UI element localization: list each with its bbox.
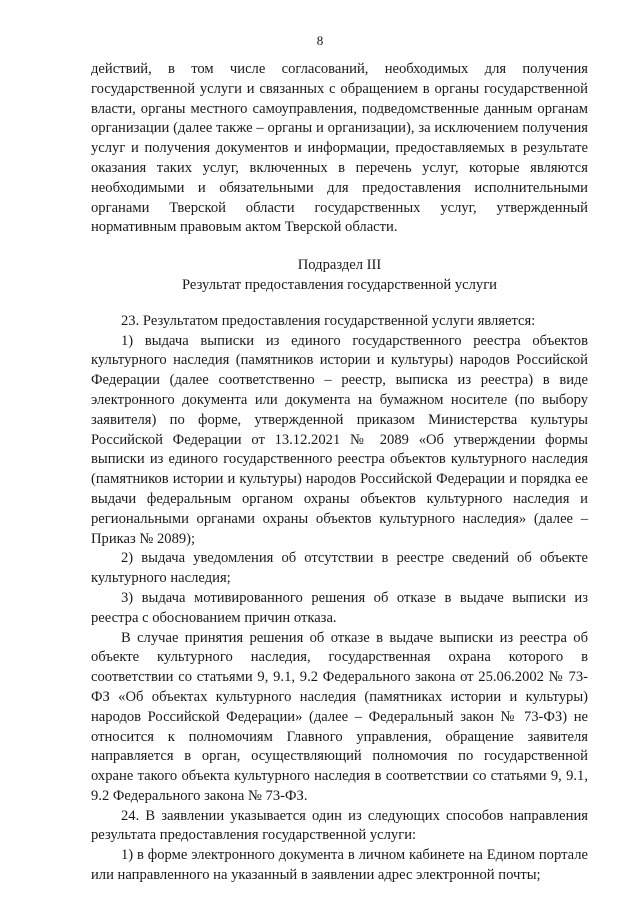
paragraph-23-item-3: 3) выдача мотивированного решения об отказе в выдаче выписки из реестра с обоснованием причин отказа. — [91, 589, 588, 626]
paragraph-continuation: действий, в том числе согласований, необходимых для получения государственной услуги и связанных с обращением в органы государственной власти, органы местного самоуправления, подведомственные данным органам организации (далее также – органы и организации), за исключением получения услуг и получения документов и информации, предоставляемых в результате оказания таких услуг, включенных в перечень услуг, которые являются необходимыми и обязательными для предоставления исполнительными органами Тверской области государственных услуг, утвержденный нормативным правовым актом Тверской области. — [91, 61, 588, 236]
document-body — [91, 60, 588, 886]
paragraph-23-item-1: 1) выдача выписки из единого государственного реестра объектов культурного наследия (памятников истории и культуры) народов Российской Федерации (далее соответственно – реестр, выписка из реестра) в виде электронного документа или документа на бумажном носителе (по выбору заявителя) по форме, утвержденной приказом Министерства культуры Российской Федерации от 13.12.2021 № 2089 «Об утверждении формы выписки из единого государственного реестра объектов культурного наследия (памятников истории и культуры) народов Российской Федерации и порядка ее выдачи федеральным органом охраны объектов культурного наследия и региональными органами охраны объектов культурного наследия» (далее – Приказ № 2089); — [91, 332, 588, 547]
subsection-number: Подраздел III — [297, 257, 382, 274]
paragraph-23: 23. Результатом предоставления государственной услуги является: — [121, 312, 536, 329]
paragraph-24: 24. В заявлении указывается один из следующих способов направления результата предоставления государственной услуги: — [91, 807, 588, 844]
spacer — [91, 296, 588, 312]
page-number: 8 — [316, 33, 324, 48]
subsection-title: Результат предоставления государственной услуги — [182, 276, 497, 293]
paragraph-24-item-1: 1) в форме электронного документа в личном кабинете на Едином портале или направленного на указанный в заявлении адрес электронной почты; — [91, 847, 588, 884]
paragraph-23-item-2: 2) выдача уведомления об отсутствии в реестре сведений об объекте культурного наследия; — [91, 550, 588, 587]
paragraph-refusal-case: В случае принятия решения об отказе в выдаче выписки из реестра об объекте культурного наследия, государственная охрана которого в соответствии со статьями 9, 9.1, 9.2 Федерального закона от 25.06.2002 № 73-ФЗ «Об объектах культурного наследия (памятниках истории и культуры) народов Российской Федерации» (далее – Федеральный закон № 73-ФЗ) не относится к полномочиям Главного управления, обращение заявителя направляется в орган, осуществляющий полномочия по государственной охране такого объекта культурного наследия в соответствии со статьями 9, 9.1, 9.2 Федерального закона № 73-ФЗ. — [91, 629, 588, 804]
subsection-heading — [91, 256, 588, 296]
